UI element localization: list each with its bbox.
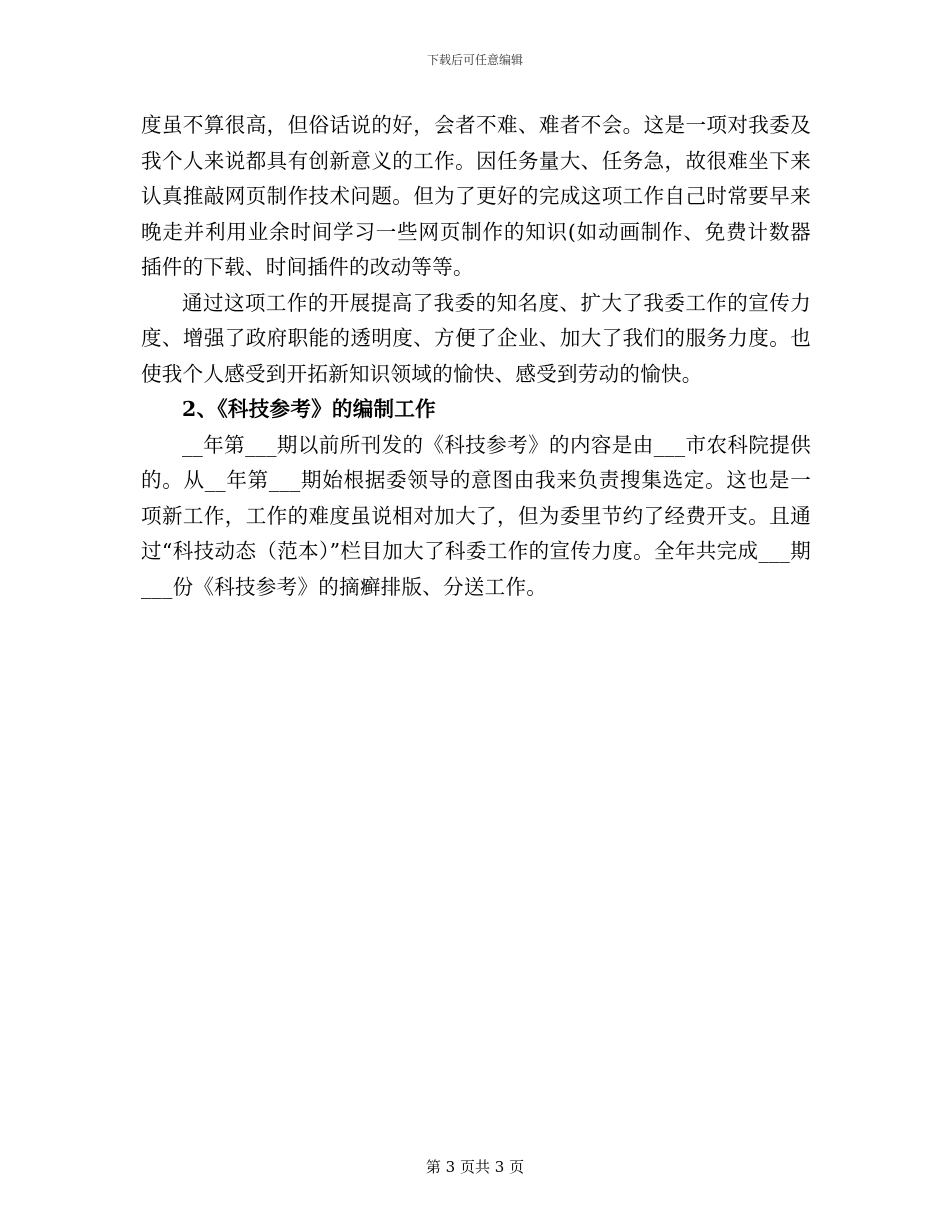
document-body (141, 108, 811, 605)
paragraph-3: __年第___期以前所刊发的《科技参考》的内容是由___市农科院提供的。从__年第___期始根据委领导的意图由我来负责搜集选定。这也是一项新工作，工作的难度虽说相对加大了，但为委里节约了经费开支。且通过“科技动态（范本）”栏目加大了科委工作的宣传力度。全年共完成___期___份《科技参考》的摘癣排版、分送工作。 (141, 432, 811, 599)
paragraph-2: 通过这项工作的开展提高了我委的知名度、扩大了我委工作的宣传力度、增强了政府职能的透明度、方便了企业、加大了我们的服务力度。也使我个人感受到开拓新知识领域的愉快、感受到劳动的愉快。 (141, 290, 811, 386)
page-footer: 第 3 页共 3 页 (425, 1158, 525, 1176)
page-header: 下载后可任意编辑 (426, 53, 523, 67)
section-heading: 2、《科技参考》的编制工作 (182, 397, 436, 421)
paragraph-1: 度虽不算很高，但俗话说的好，会者不难、难者不会。这是一项对我委及我个人来说都具有创新意义的工作。因任务量大、任务急，故很难坐下来认真推敲网页制作技术问题。但为了更好的完成这项工作自己时常要早来晚走并利用业余时间学习一些网页制作的知识(如动画制作、免费计数器插件的下载、时间插件的改动等等。 (141, 113, 811, 279)
